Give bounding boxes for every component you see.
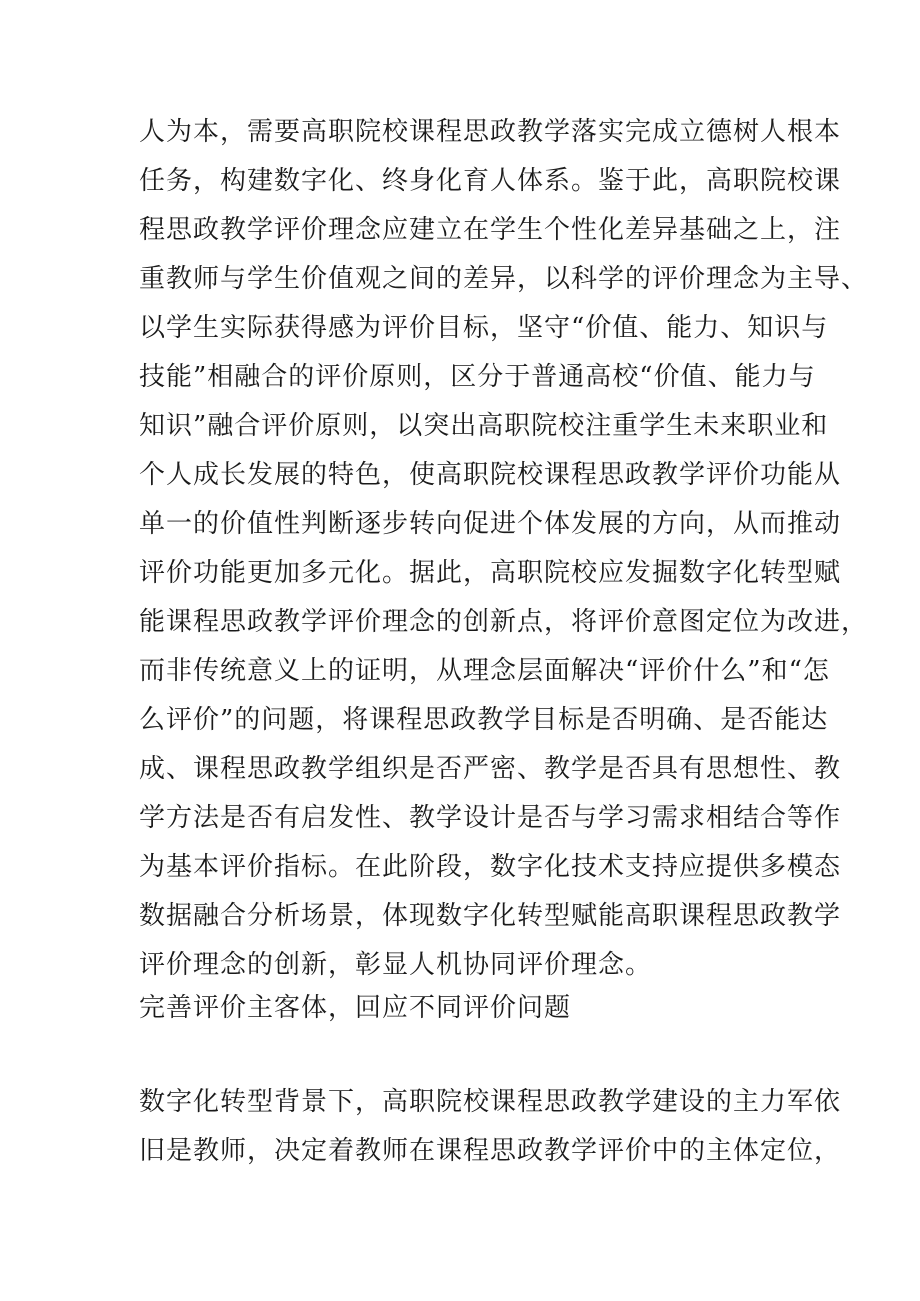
paragraph-line: 人为本，需要高职院校课程思政教学落实完成立德树人根本 bbox=[139, 117, 842, 147]
paragraph-line: 而非传统意义上的证明，从理念层面解决“评价什么”和“怎 bbox=[139, 656, 830, 686]
paragraph-line: 数据融合分析场景，体现数字化转型赋能高职课程思政教学 bbox=[139, 901, 842, 931]
paragraph-line: 知识”融合评价原则，以突出高职院校注重学生未来职业和 bbox=[139, 411, 829, 441]
paragraph-line: 数字化转型背景下，高职院校课程思政教学建设的主力军依 bbox=[139, 1087, 842, 1117]
paragraph-line: 学方法是否有启发性、教学设计是否与学习需求相结合等作 bbox=[139, 803, 842, 833]
paragraph-line: 以学生实际获得感为评价目标，坚守“价值、能力、知识与 bbox=[139, 313, 829, 343]
paragraph-line: 个人成长发展的特色，使高职院校课程思政教学评价功能从 bbox=[139, 460, 842, 490]
paragraph-line: 评价理念的创新，彰显人机协同评价理念。 bbox=[139, 950, 653, 980]
paragraph-line: 单一的价值性判断逐步转向促进个体发展的方向，从而推动 bbox=[139, 509, 842, 539]
paragraph-line: 评价功能更加多元化。据此，高职院校应发掘数字化转型赋 bbox=[139, 558, 842, 588]
paragraph-line: 重教师与学生价值观之间的差异，以科学的评价理念为主导、 bbox=[139, 264, 869, 294]
paragraph-line: 成、课程思政教学组织是否严密、教学是否具有思想性、教 bbox=[139, 754, 842, 784]
section-heading: 完善评价主客体，回应不同评价问题 bbox=[139, 993, 572, 1023]
paragraph-line: 任务，构建数字化、终身化育人体系。鉴于此，高职院校课 bbox=[139, 166, 842, 196]
paragraph-line: 程思政教学评价理念应建立在学生个性化差异基础之上，注 bbox=[139, 215, 842, 245]
paragraph-line: 为基本评价指标。在此阶段，数字化技术支持应提供多模态 bbox=[139, 852, 842, 882]
paragraph-line: 技能”相融合的评价原则，区分于普通高校“价值、能力与 bbox=[139, 362, 816, 392]
paragraph-line: 么评价”的问题，将课程思政教学目标是否明确、是否能达 bbox=[139, 705, 829, 735]
paragraph-line: 能课程思政教学评价理念的创新点，将评价意图定位为改进， bbox=[139, 607, 869, 637]
paragraph-line: 旧是教师，决定着教师在课程思政教学评价中的主体定位， bbox=[139, 1136, 842, 1166]
